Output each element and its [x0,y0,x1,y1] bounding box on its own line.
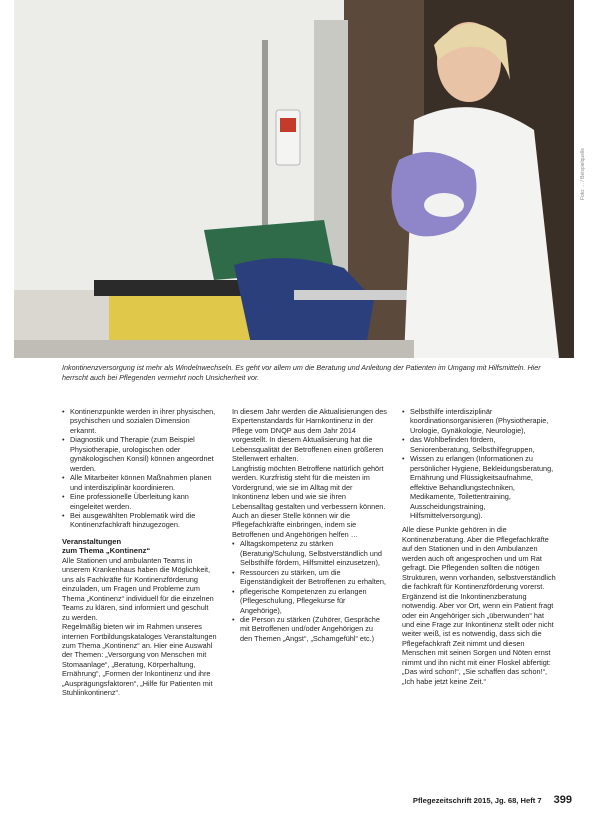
photo-credit: Foto: ... / Beispielquelle [580,148,586,200]
list-item: • das Wohlbefinden fördern, Seniorenberatung, Selbsthilfegruppen, [402,435,557,454]
list-item: • Diagnostik und Therapie (zum Beispiel Physiotherapie, urologischen oder gynäkologischen Konsil) können angeordnet werden. [62,435,217,473]
nurse-with-laundry-cart-illustration [14,0,574,358]
column-2 [232,407,387,643]
section-heading-line-2: zum Thema „Kontinenz“ [62,546,151,556]
bullet-list [232,539,387,643]
column-3 [402,407,557,686]
journal-citation: Pflegezeitschrift 2015, Jg. 68, Heft 7 [412,796,542,805]
list-item: • Eine professionelle Überleitung kann eingeleitet werden. [62,492,217,511]
list-item: • die Person zu stärken (Zuhörer, Gespräche mit Betroffenen und/oder Angehörigen zu den Themen „Angst“, „Schamgefühl“ etc.) [232,615,387,643]
bullet-list [62,407,217,530]
paragraph: Alle Stationen und ambulanten Teams in unserem Krankenhaus haben die Möglichkeit, uns als Fachkräfte für Kontinenzförderung einzuladen, um Fragen und Probleme zum Thema „Kontinenz“ individuell für die einzelnen Teams zu klären, sind informiert und geschult zu werden. [62,555,214,622]
article-photo [14,0,574,358]
page-footer [352,794,572,806]
paragraph: In diesem Jahr werden die Aktualisierungen des Expertenstandards für Harnkontinenz in der Pflege vom DNQP aus dem Jahr 2014 vorgestellt. In diesem Aktualisierung hat die Lebensqualität der Betroffenen einen größeren Stellenwert erhalten. [232,407,387,464]
paragraph: Langfristig möchten Betroffene natürlich gehört werden. Kurzfristig steht für die meisten im Vordergrund, wie sie im Alltag mit der Inkontinenz leben und wie sie ihren Lebensalltag gestalten und verbessern können. Auch an dieser Stelle können wir die Pflegefachkräfte einbringen, indem sie Betroffenen und Angehörigen helfen … [232,463,386,539]
section-heading-line-1: Veranstaltungen [62,536,122,546]
list-item: • Alle Mitarbeiter können Maßnahmen planen und interdisziplinär koordinieren. [62,473,217,492]
list-item: • Bei ausgewählten Problematik wird die Kontinenzfachkraft hinzugezogen. [62,511,217,530]
list-item: • pflegerische Kompetenzen zu erlangen (Pflegeschulung, Pflegekurse für Angehörige), [232,587,387,615]
list-item: • Wissen zu erlangen (Informationen zu persönlicher Hygiene, Bekleidungsberatung, Ernährung und Flüssigkeitsaufnahme, effektive Behandlungstechniken, Medikamente, Toilettentraining, Ausscheidungstraining, Hilfsmittelversorgung). [402,454,557,520]
column-1 [62,407,217,698]
paragraph: Regelmäßig bieten wir im Rahmen unseres internen Fortbildungskataloges Veranstaltungen zum Thema „Kontinenz“ an. Hier eine Auswahl der Themen: „Versorgung von Menschen mit Stomaanlage“, „Beratung, Körperhaltung, Ernährung“, „Formen der Inkontinenz und ihre „Ausprägungsfaktoren“, „Hilfe für Patienten mit Stuhlinkontinenz“. [62,622,217,698]
section-heading [62,537,217,556]
photo-caption: Inkontinenzversorgung ist mehr als Windelnwechseln. Es geht vor allem um die Beratung und Anleitung der Patienten im Umgang mit Hilfsmitteln. Hier herrscht auch bei Pflegenden vermehrt noch Unsicherheit vor. [62,363,541,382]
list-item: • Alltagskompetenz zu stärken (Beratung/Schulung, Selbstverständlich und Selbsthilfe fördern, Hilfsmittel einzusetzen), [232,539,387,567]
list-item: • Selbsthilfe interdisziplinär koordinationsorganisieren (Physiotherapie, Urologie, Gynäkologie, Neurologie), [402,407,557,435]
list-item: • Ressourcen zu stärken, um die Eigenständigkeit der Betroffenen zu erhalten, [232,568,387,587]
bullet-list [402,407,557,520]
page-number: 399 [553,794,572,806]
paragraph: Alle diese Punkte gehören in die Kontinenzberatung. Aber die Pflegefachkräfte auf den Stationen und in den Ambulanzen werden auch oft angesprochen und um Rat gefragt. Die Pflegenden sollten die nötigen Strukturen, wenn vorhanden, selbstverständlich die fachkraft für Kontinenzförderung vorerst. Ergänzend ist die Inkontinenzberatung notwendig. Aber vor Ort, wenn ein Patient fragt oder ein Angehöriger sich „überwunden“ hat und eine Frage zur Inkontinenz stellt oder nicht weiter weiß, ist es notwendig, dass sich die Pflegefachkraft Zeit nimmt und diesen Menschen mit seinen Sorgen und Nöten ernst nimmt und ihn nicht mit einer Floskel abfertigt: „Das wird schon!“, „Sie schaffen das schon!“, „Ich habe jetzt keine Zeit.“ [402,525,556,686]
list-item: • Kontinenzpunkte werden in ihrer physischen, psychischen und sozialen Dimension erkannt. [62,407,217,435]
